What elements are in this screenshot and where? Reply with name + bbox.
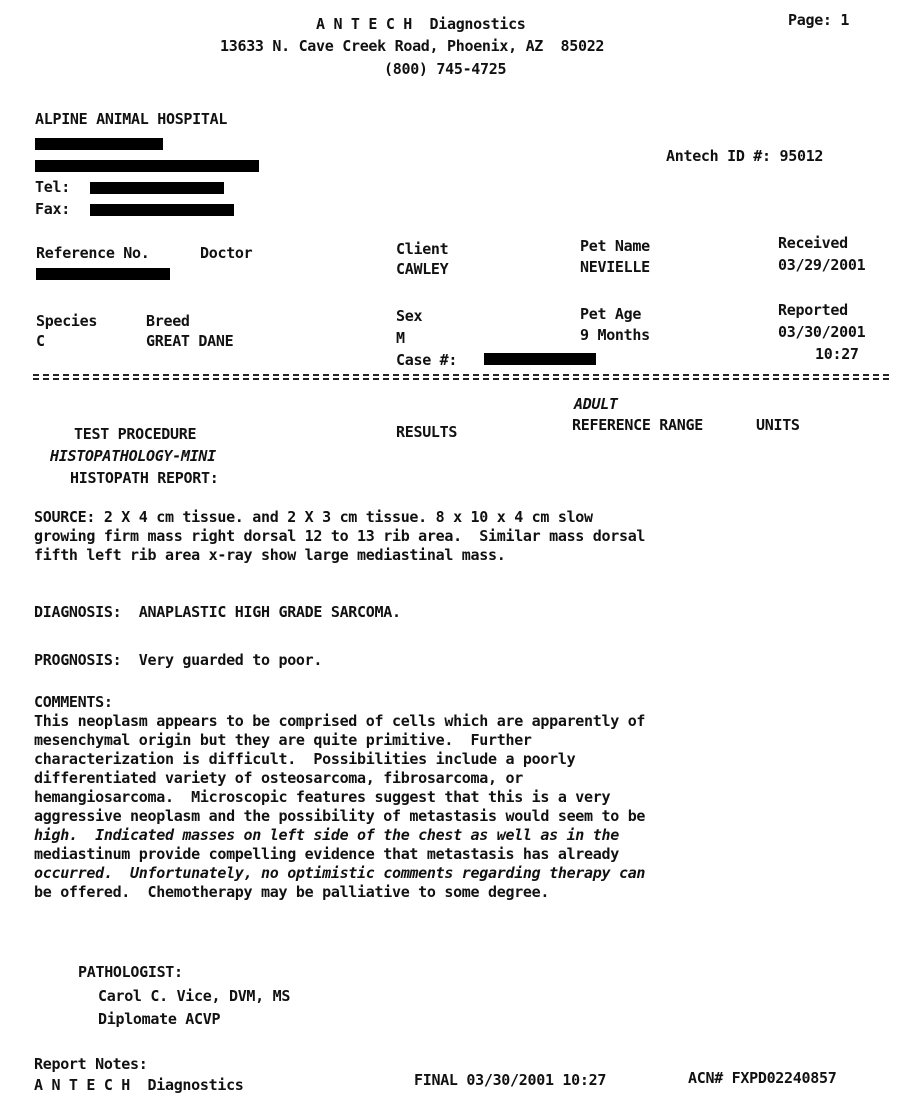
test-procedure-header: TEST PROCEDURE [74, 425, 197, 443]
reported-time: 10:27 [815, 345, 859, 363]
redacted-case-number [484, 353, 596, 365]
fax-label: Fax: [35, 200, 70, 218]
antech-id: Antech ID #: 95012 [666, 147, 824, 165]
reference-label: Reference No. [36, 244, 150, 262]
pet-name-value: NEVIELLE [580, 258, 650, 276]
lab-phone: (800) 745-4725 [384, 60, 507, 78]
tel-label: Tel: [35, 178, 70, 196]
species-label: Species [36, 312, 98, 330]
source-line: fifth left rib area x-ray show large mediastinal mass. [34, 546, 506, 564]
lab-name: A N T E C H Diagnostics [316, 15, 526, 33]
adult-label: ADULT [574, 395, 618, 413]
received-value: 03/29/2001 [778, 256, 866, 274]
footer-lab-name: A N T E C H Diagnostics [34, 1076, 244, 1094]
source-line: growing firm mass right dorsal 12 to 13 rib area. Similar mass dorsal [34, 527, 646, 545]
redacted-reference-number [36, 268, 170, 280]
separator-line [33, 374, 889, 380]
reference-range-header: REFERENCE RANGE [572, 416, 703, 434]
histopathology-mini: HISTOPATHOLOGY-MINI [50, 447, 216, 465]
pathologist-name: Carol C. Vice, DVM, MS [98, 987, 291, 1005]
page-number: Page: 1 [788, 11, 850, 29]
acn-number: ACN# FXPD02240857 [688, 1069, 837, 1087]
client-value: CAWLEY [396, 260, 449, 278]
final-stamp: FINAL 03/30/2001 10:27 [414, 1071, 607, 1089]
pet-age-label: Pet Age [580, 305, 642, 323]
comment-line: aggressive neoplasm and the possibility of metastasis would seem to be [34, 807, 646, 825]
case-label: Case #: [396, 351, 458, 369]
prognosis: PROGNOSIS: Very guarded to poor. [34, 651, 323, 669]
comment-line: mesenchymal origin but they are quite primitive. Further [34, 731, 532, 749]
breed-value: GREAT DANE [146, 332, 234, 350]
source-section [34, 508, 645, 565]
comment-line: This neoplasm appears to be comprised of cells which are apparently of [34, 712, 646, 730]
diagnosis: DIAGNOSIS: ANAPLASTIC HIGH GRADE SARCOMA. [34, 603, 401, 621]
pathologist-label: PATHOLOGIST: [78, 963, 183, 981]
comment-line: differentiated variety of osteosarcoma, fibrosarcoma, or [34, 769, 523, 787]
sex-value: M [396, 329, 405, 347]
source-line: SOURCE: 2 X 4 cm tissue. and 2 X 3 cm tissue. 8 x 10 x 4 cm slow [34, 508, 593, 526]
report-notes-label: Report Notes: [34, 1055, 148, 1073]
client-label: Client [396, 240, 449, 258]
clinic-name: ALPINE ANIMAL HOSPITAL [35, 110, 228, 128]
doctor-label: Doctor [200, 244, 253, 262]
comment-line: occurred. Unfortunately, no optimistic comments regarding therapy can [34, 864, 646, 882]
comment-line: characterization is difficult. Possibilities include a poorly [34, 750, 576, 768]
redacted-address-line-1 [35, 138, 163, 150]
comment-line: hemangiosarcoma. Microscopic features suggest that this is a very [34, 788, 611, 806]
redacted-address-line-2 [35, 160, 259, 172]
breed-label: Breed [146, 312, 190, 330]
reported-label: Reported [778, 301, 848, 319]
comment-line: high. Indicated masses on left side of the chest as well as in the [34, 826, 619, 844]
received-label: Received [778, 234, 848, 252]
pathologist-title: Diplomate ACVP [98, 1010, 221, 1028]
histopath-report-label: HISTOPATH REPORT: [70, 469, 219, 487]
redacted-phone [90, 182, 224, 194]
units-header: UNITS [756, 416, 800, 434]
lab-address: 13633 N. Cave Creek Road, Phoenix, AZ 85022 [220, 37, 605, 55]
comment-line: be offered. Chemotherapy may be palliative to some degree. [34, 883, 550, 901]
comments-section [34, 712, 645, 902]
comment-line: mediastinum provide compelling evidence that metastasis has already [34, 845, 619, 863]
reported-date: 03/30/2001 [778, 323, 866, 341]
pet-age-value: 9 Months [580, 326, 650, 344]
species-value: C [36, 332, 45, 350]
pet-name-label: Pet Name [580, 237, 650, 255]
comments-label: COMMENTS: [34, 693, 113, 711]
results-header: RESULTS [396, 423, 458, 441]
redacted-fax [90, 204, 234, 216]
sex-label: Sex [396, 307, 423, 325]
